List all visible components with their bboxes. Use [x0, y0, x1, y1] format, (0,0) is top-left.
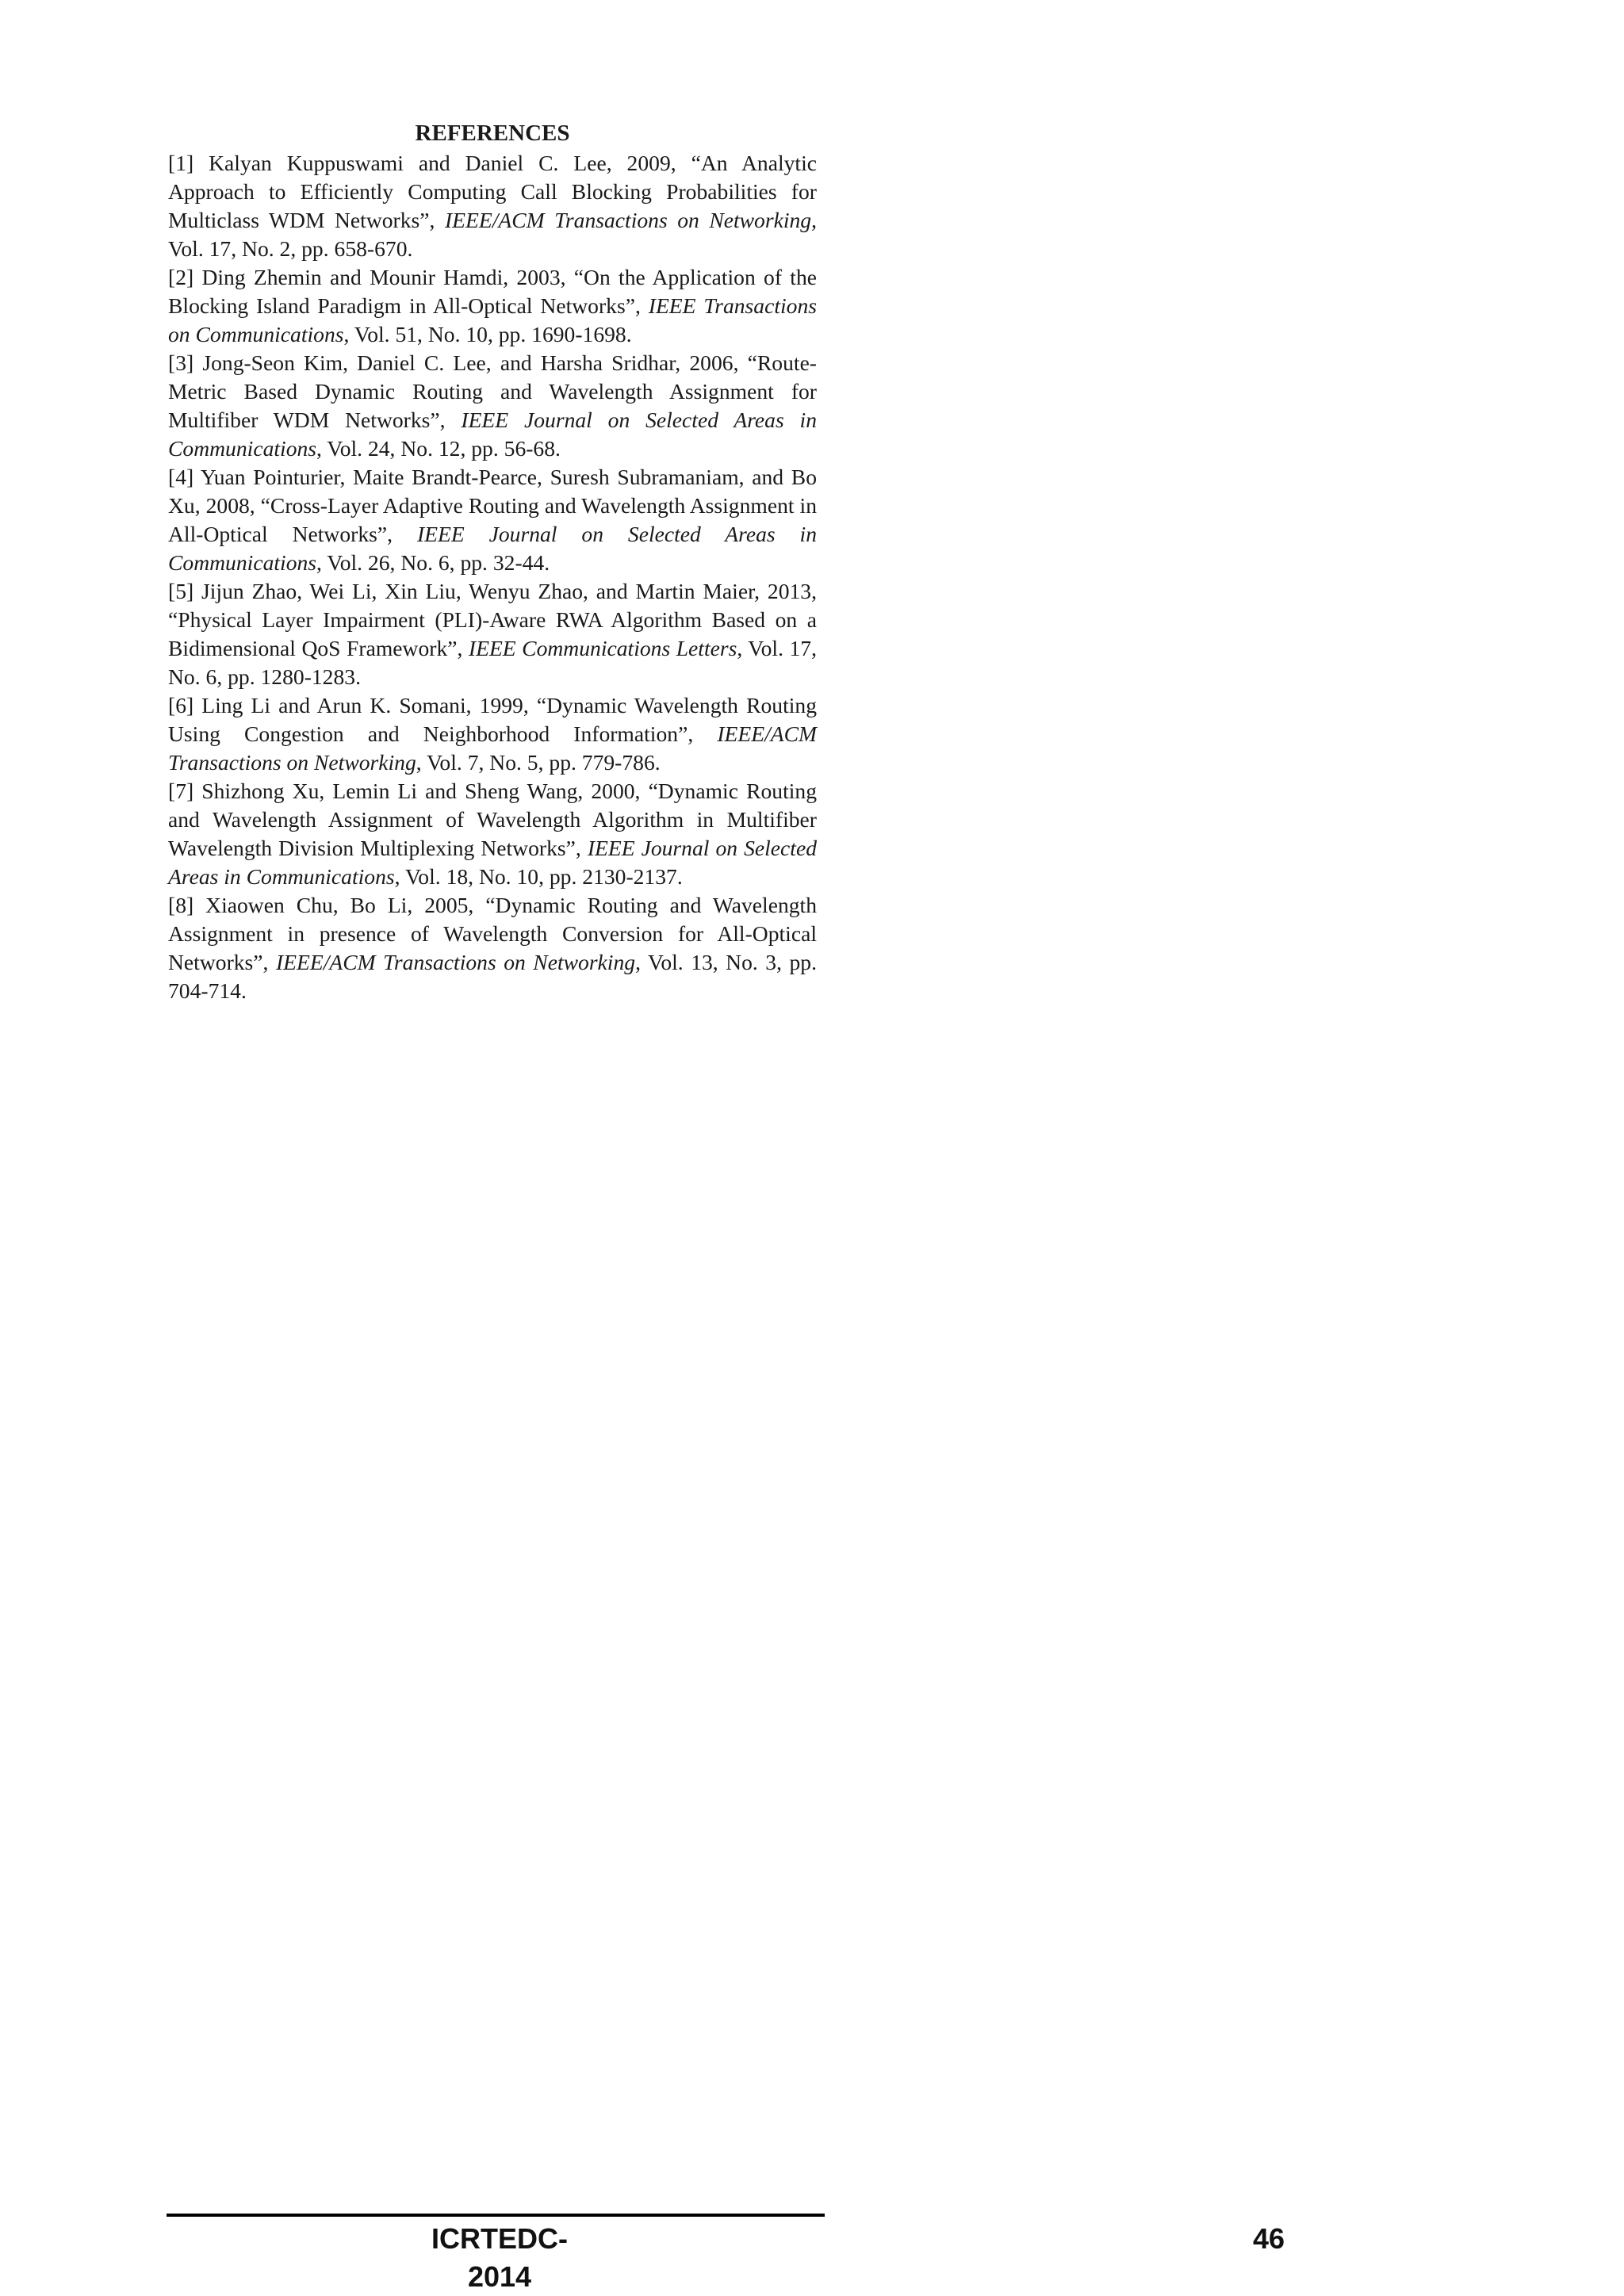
reference-venue: IEEE Transactions on Communications	[168, 293, 817, 346]
reference-details: , Vol. 18, No. 10, pp. 2130-2137.	[394, 864, 683, 889]
reference-text: [8] Xiaowen Chu, Bo Li, 2005, “Dynamic Routing and Wavelength Assignment in presence of Wavelength Conversion for All-Optical Networks”,	[168, 893, 817, 974]
references-column	[168, 119, 817, 1005]
reference-details: , Vol. 13, No. 3, pp. 704-714.	[168, 950, 817, 1003]
footer-conference-name: ICRTEDC-2014	[431, 2222, 568, 2293]
reference-4	[168, 463, 817, 577]
reference-details: , Vol. 17, No. 6, pp. 1280-1283.	[168, 636, 817, 689]
reference-3	[168, 349, 817, 463]
reference-text: [1] Kalyan Kuppuswami and Daniel C. Lee, 2009, “An Analytic Approach to Efficiently Computing Call Blocking Probabilities for Multiclass WDM Networks”,	[168, 151, 817, 232]
reference-details: , Vol. 17, No. 2, pp. 658-670.	[168, 208, 817, 261]
reference-6	[168, 691, 817, 777]
reference-venue: IEEE/ACM Transactions on Networking	[444, 208, 812, 232]
reference-details: , Vol. 26, No. 6, pp. 32-44.	[316, 550, 550, 575]
reference-text: [4] Yuan Pointurier, Maite Brandt-Pearce, Suresh Subramaniam, and Bo Xu, 2008, “Cross-Layer Adaptive Routing and Wavelength Assignment in All-Optical Networks”,	[168, 465, 817, 546]
reference-details: , Vol. 51, No. 10, pp. 1690-1698.	[343, 322, 632, 346]
reference-venue: IEEE Communications Letters	[468, 636, 737, 660]
reference-text: [7] Shizhong Xu, Lemin Li and Sheng Wang, 2000, “Dynamic Routing and Wavelength Assignment of Wavelength Algorithm in Multifiber Wavelength Division Multiplexing Networks”,	[168, 779, 817, 860]
reference-venue: IEEE/ACM Transactions on Networking	[275, 950, 636, 974]
reference-details: , Vol. 24, No. 12, pp. 56-68.	[316, 436, 561, 461]
reference-2	[168, 263, 817, 349]
references-heading: REFERENCES	[415, 121, 570, 146]
reference-text: [5] Jijun Zhao, Wei Li, Xin Liu, Wenyu Zhao, and Martin Maier, 2013, “Physical Layer Impairment (PLI)-Aware RWA Algorithm Based on a Bidimensional QoS Framework”,	[168, 579, 817, 660]
reference-text: [2] Ding Zhemin and Mounir Hamdi, 2003, “On the Application of the Blocking Island Paradigm in All-Optical Networks”,	[168, 265, 817, 318]
reference-text: [6] Ling Li and Arun K. Somani, 1999, “Dynamic Wavelength Routing Using Congestion and Neighborhood Information”,	[168, 693, 817, 746]
reference-details: , Vol. 7, No. 5, pp. 779-786.	[416, 750, 661, 775]
page-number: 46	[1252, 2222, 1285, 2255]
footer-divider	[167, 2214, 825, 2217]
reference-venue: IEEE Journal on Selected Areas in Communications	[168, 408, 818, 461]
reference-5	[168, 577, 817, 691]
reference-venue: IEEE Journal on Selected Areas in Communications	[168, 836, 818, 889]
reference-venue: IEEE/ACM Transactions on Networking	[168, 721, 817, 775]
reference-7	[168, 777, 817, 891]
reference-8	[168, 891, 817, 1005]
reference-text: [3] Jong-Seon Kim, Daniel C. Lee, and Harsha Sridhar, 2006, “Route-Metric Based Dynamic Routing and Wavelength Assignment for Multifiber WDM Networks”,	[168, 350, 817, 432]
reference-venue: IEEE Journal on Selected Areas in Communications	[168, 522, 817, 575]
reference-1	[168, 149, 817, 263]
